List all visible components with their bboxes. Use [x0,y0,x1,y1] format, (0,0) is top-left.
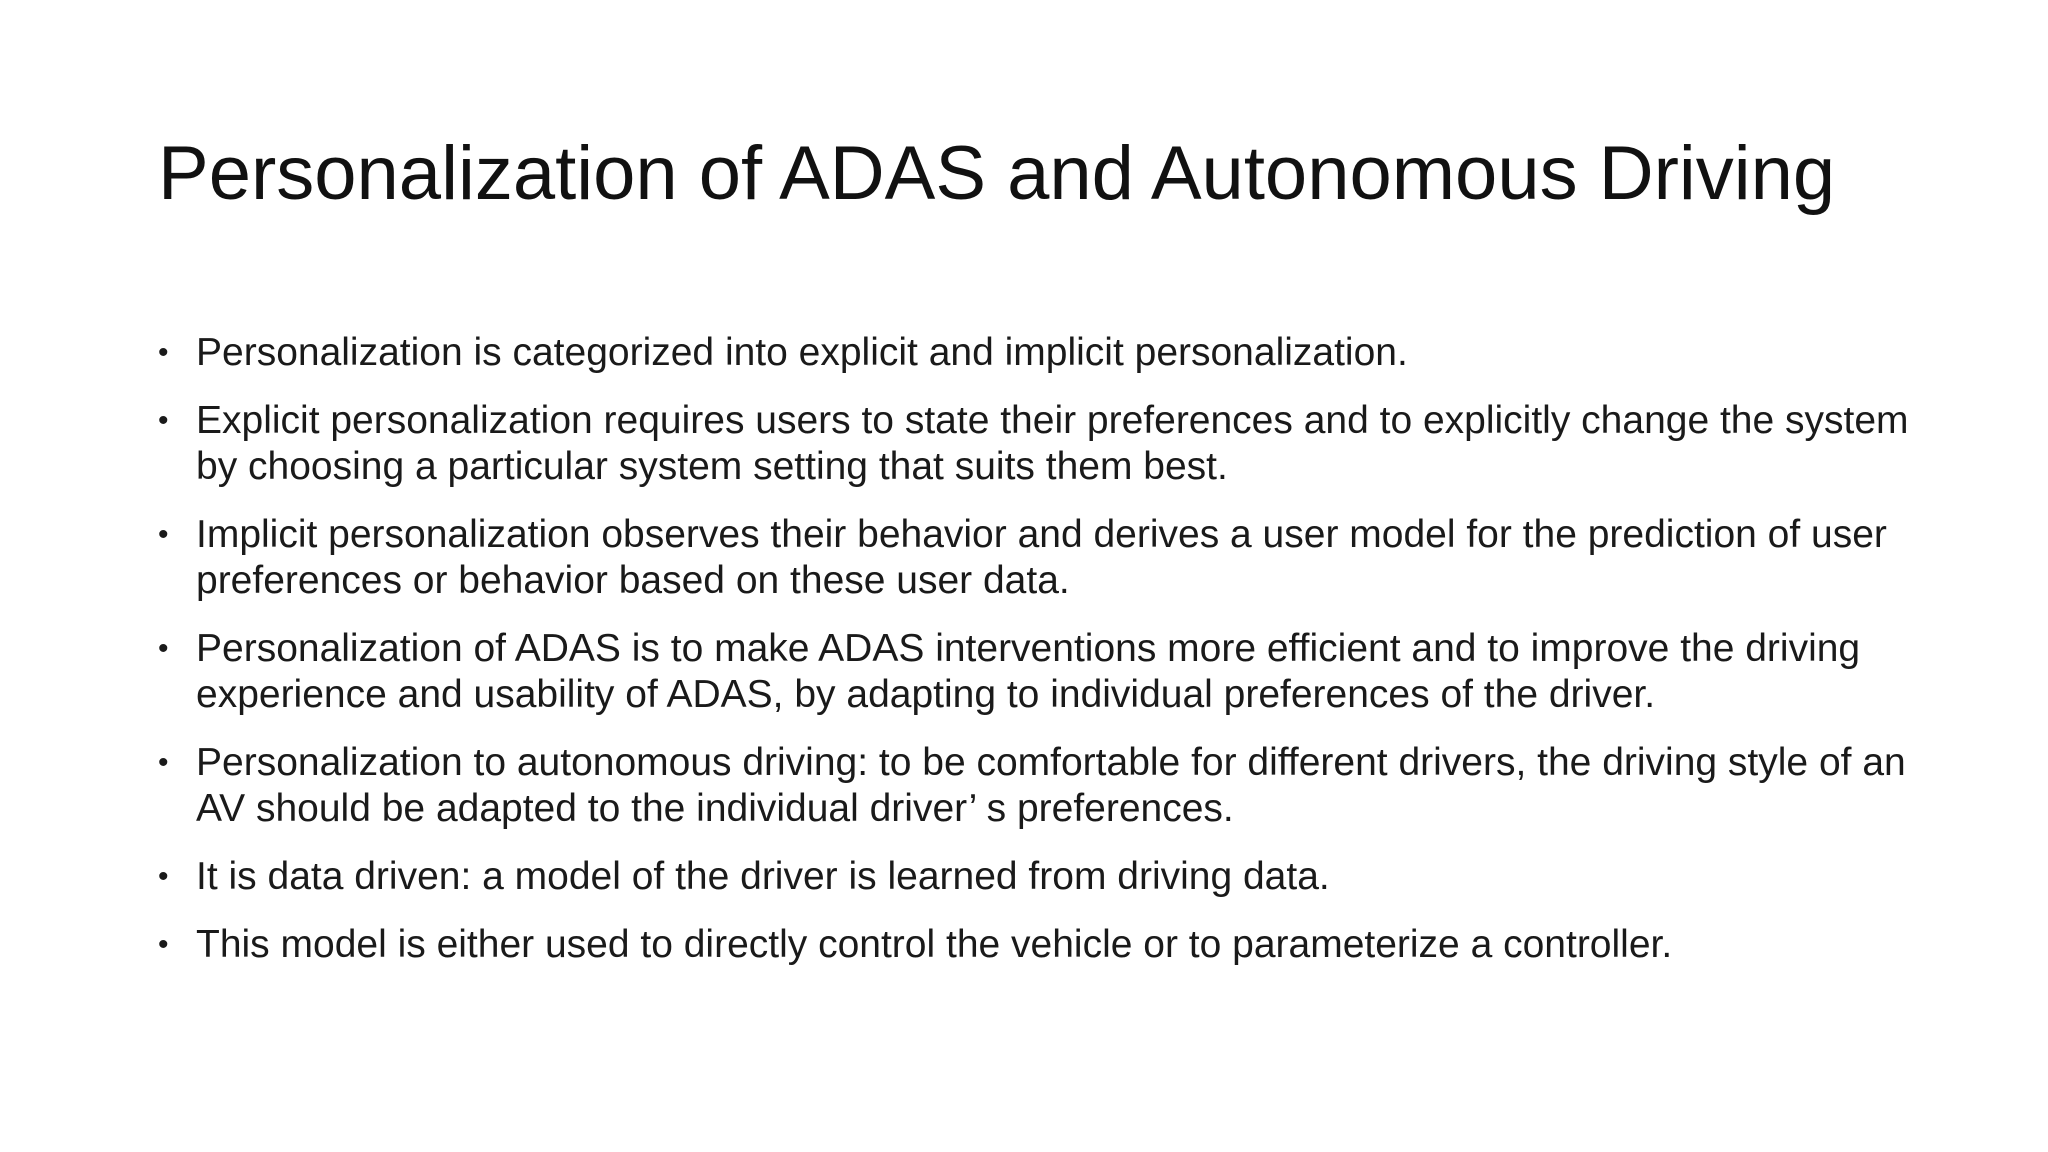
bullet-marker: • [158,928,169,961]
bullet-text: Personalization of ADAS is to make ADAS interventions more efficient and to improve the driving experience and usability of ADAS, by adapting to individual preferences of the driver. [196,627,1861,716]
bullet-text: It is data driven: a model of the driver is learned from driving data. [196,855,1330,898]
bullet-marker: • [158,860,169,893]
bullet-marker: • [158,746,169,779]
bullet-text: This model is either used to directly control the vehicle or to parameterize a controller. [196,923,1673,966]
bullet-marker: • [158,404,169,437]
bullet-text: Personalization to autonomous driving: to be comfortable for different drivers, the driving style of an AV should be adapted to the individual driver’ s preferences. [196,741,1906,830]
bullet-marker: • [158,518,169,551]
bullet-item [158,740,1918,832]
bullet-text: Explicit personalization requires users to state their preferences and to explicitly change the system by choosing a particular system setting that suits them best. [196,399,1909,488]
bullet-list [158,330,1918,990]
bullet-item [158,626,1918,718]
slide-title: Personalization of ADAS and Autonomous Driving [158,131,1836,216]
bullet-item [158,512,1918,604]
bullet-item [158,330,1918,376]
bullet-item [158,398,1918,490]
bullet-marker: • [158,632,169,665]
bullet-text: Implicit personalization observes their behavior and derives a user model for the prediction of user preferences or behavior based on these user data. [196,513,1887,602]
bullet-item [158,922,1918,968]
bullet-text: Personalization is categorized into explicit and implicit personalization. [196,331,1408,374]
bullet-marker: • [158,336,169,369]
bullet-item [158,854,1918,900]
